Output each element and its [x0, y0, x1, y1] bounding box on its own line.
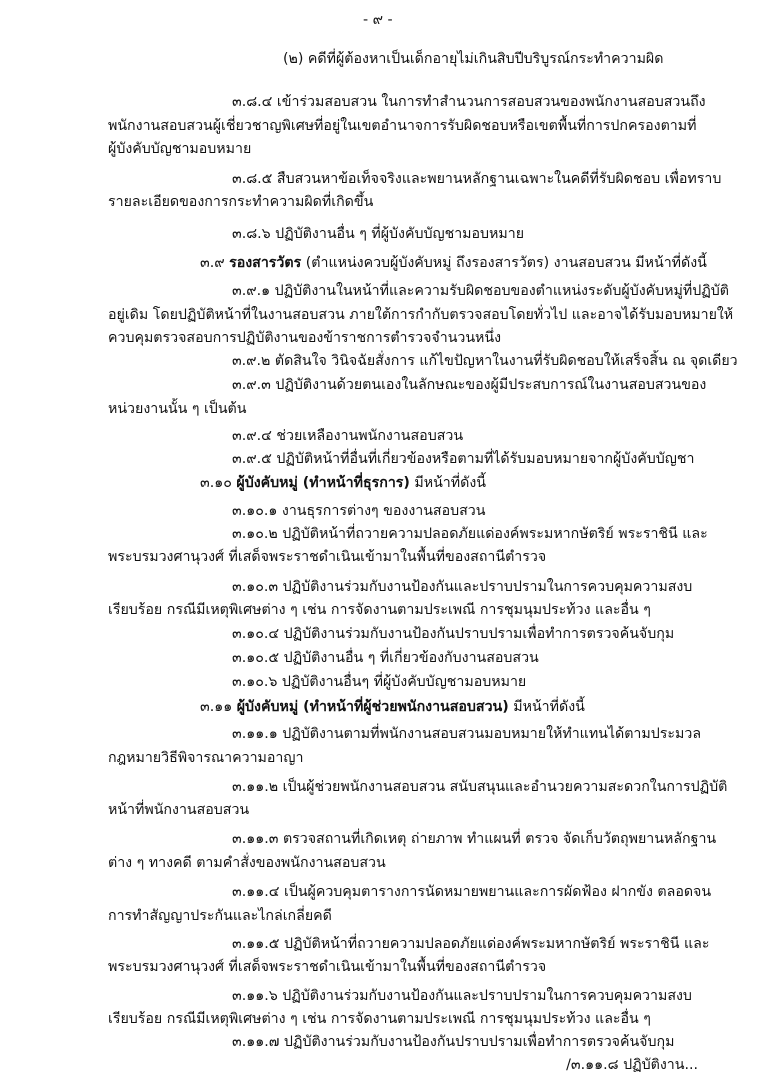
- text-line: ๓.๙.๕ ปฏิบัติหน้าที่อื่นที่เกี่ยวข้องหรือตามที่ได้รับมอบหมายจากผู้บังคับบัญชา: [232, 451, 695, 468]
- text-line: ๓.๑๑.๕ ปฏิบัติหน้าที่ถวายความปลอดภัยแด่องค์พระมหากษัตริย์ พระราชินี และ: [232, 936, 710, 953]
- text-line: ๓.๑๐.๓ ปฏิบัติงานร่วมกับงานป้องกันและปราบปรามในการควบคุมความสงบ: [232, 578, 693, 595]
- section-heading: [200, 473, 486, 493]
- text-line: ผู้บังคับบัญชามอบหมาย: [108, 141, 252, 158]
- text-line: กฎหมายวิธีพิจารณาความอาญา: [108, 749, 304, 766]
- text-line: การทำสัญญาประกันและไกล่เกลี่ยคดี: [108, 907, 332, 924]
- text-line: ๓.๑๑.๖ ปฏิบัติงานร่วมกับงานป้องกันและปราบปรามในการควบคุมความสงบ: [232, 988, 692, 1005]
- text-line: ๓.๑๐.๖ ปฏิบัติงานอื่นๆ ที่ผู้บังคับบัญชามอบหมาย: [232, 674, 527, 691]
- section-number: ๓.๑๑: [200, 699, 237, 716]
- text-line: ๓.๑๐.๕ ปฏิบัติงานอื่น ๆ ที่เกี่ยวข้องกับงานสอบสวน: [232, 650, 539, 667]
- text-line: ๓.๑๐.๔ ปฏิบัติงานร่วมกับงานป้องกันปราบปรามเพื่อทำการตรวจค้นจับกุม: [232, 626, 675, 643]
- section-title: รองสารวัตร: [229, 255, 302, 272]
- section-heading: [200, 697, 585, 717]
- text-line: ๓.๑๑.๑ ปฏิบัติงานตามที่พนักงานสอบสวนมอบหมายให้ทำแทนได้ตามประมวล: [232, 725, 702, 742]
- text-line: ๓.๘.๕ สืบสวนหาข้อเท็จจริงและพยานหลักฐานเฉพาะในคดีที่รับผิดชอบ เพื่อทราบ: [232, 170, 722, 187]
- text-line: รายละเอียดของการกระทำความผิดที่เกิดขึ้น: [108, 193, 374, 210]
- section-title-rest: มีหน้าที่ดังนี้: [508, 699, 585, 716]
- section-title: ผู้บังคับหมู่ (ทำหน้าที่ผู้ช่วยพนักงานสอบสวน): [236, 699, 509, 716]
- text-line: ๓.๙.๒ ตัดสินใจ วินิจฉัยสั่งการ แก้ไขปัญหาในงานที่รับผิดชอบให้เสร็จสิ้น ณ จุดเดียว: [232, 352, 738, 369]
- text-line: พนักงานสอบสวนผู้เชี่ยวชาญพิเศษที่อยู่ในเขตอำนาจการรับผิดชอบหรือเขตพื้นที่การปกครองตามที่: [108, 118, 697, 135]
- text-line: ๓.๙.๑ ปฏิบัติงานในหน้าที่และความรับผิดชอบของตำแหน่งระดับผู้บังคับหมู่ที่ปฏิบัติ: [232, 282, 729, 299]
- text-line: ควบคุมตรวจสอบการปฏิบัติงานของข้าราชการตำรวจจำนวนหนึ่ง: [108, 329, 502, 346]
- text-line: ๓.๑๑.๔ เป็นผู้ควบคุมตารางการนัดหมายพยานและการผัดฟ้อง ฝากขัง ตลอดจน: [232, 883, 712, 900]
- text-line: ๓.๑๐.๒ ปฏิบัติหน้าที่ถวายความปลอดภัยแด่องค์พระมหากษัตริย์ พระราชินี และ: [232, 525, 708, 542]
- text-line: ๓.๑๑.๒ เป็นผู้ช่วยพนักงานสอบสวน สนับสนุนและอำนวยความสะดวกในการปฏิบัติ: [232, 778, 728, 795]
- text-line: พระบรมวงศานุวงศ์ ที่เสด็จพระราชดำเนินเข้ามาในพื้นที่ของสถานีตำรวจ: [108, 959, 547, 976]
- text-line: ๓.๙.๓ ปฏิบัติงานด้วยตนเองในลักษณะของผู้มีประสบการณ์ในงานสอบสวนของ: [232, 376, 707, 393]
- text-line: ๓.๑๐.๑ งานธุรการต่างๆ ของงานสอบสวน: [232, 502, 486, 519]
- text-line: (๒) คดีที่ผู้ต้องหาเป็นเด็กอายุไม่เกินสิบปีบริบูรณ์กระทำความผิด: [283, 51, 664, 68]
- section-number: ๓.๑๐: [200, 475, 237, 492]
- text-line: ต่าง ๆ ทางคดี ตามคำสั่งของพนักงานสอบสวน: [108, 855, 386, 872]
- section-heading: [200, 253, 707, 273]
- text-line: ๓.๑๑.๗ ปฏิบัติงานร่วมกับงานป้องกันปราบปรามเพื่อทำการตรวจค้นจับกุม: [232, 1034, 675, 1050]
- text-line: เรียบร้อย กรณีมีเหตุพิเศษต่าง ๆ เช่น การจัดงานตามประเพณี การชุมนุมประท้วง และอื่น ๆ: [108, 1011, 651, 1028]
- continuation-marker: /๓.๑๑.๘ ปฏิบัติงาน...: [566, 1057, 698, 1073]
- section-title-rest: มีหน้าที่ดังนี้: [409, 475, 486, 492]
- text-line: ๓.๘.๖ ปฏิบัติงานอื่น ๆ ที่ผู้บังคับบัญชามอบหมาย: [232, 226, 525, 243]
- text-line: พระบรมวงศานุวงศ์ ที่เสด็จพระราชดำเนินเข้ามาในพื้นที่ของสถานีตำรวจ: [108, 548, 547, 565]
- page-number: - ๙ -: [363, 12, 393, 28]
- section-number: ๓.๙: [200, 255, 230, 272]
- text-line: ๓.๑๑.๓ ตรวจสถานที่เกิดเหตุ ถ่ายภาพ ทำแผนที่ ตรวจ จัดเก็บวัตถุพยานหลักฐาน: [232, 831, 717, 848]
- text-line: ๓.๙.๔ ช่วยเหลืองานพนักงานสอบสวน: [232, 428, 464, 445]
- text-line: ๓.๘.๔ เข้าร่วมสอบสวน ในการทำสำนวนการสอบสวนของพนักงานสอบสวนถึง: [232, 94, 706, 111]
- text-line: หน่วยงานนั้น ๆ เป็นต้น: [108, 400, 247, 417]
- text-line: หน้าที่พนักงานสอบสวน: [108, 802, 250, 819]
- text-line: เรียบร้อย กรณีมีเหตุพิเศษต่าง ๆ เช่น การจัดงานตามประเพณี การชุมนุมประท้วง และอื่น ๆ: [108, 602, 651, 619]
- text-line: อยู่เดิม โดยปฏิบัติหน้าที่ในงานสอบสวน ภายใต้การกำกับตรวจสอบโดยทั่วไป และอาจได้รับมอบหมายให้: [108, 306, 734, 323]
- section-title: ผู้บังคับหมู่ (ทำหน้าที่ธุรการ): [236, 475, 410, 492]
- section-title-rest: (ตำแหน่งควบผู้บังคับหมู่ ถึงรองสารวัตร) งานสอบสวน มีหน้าที่ดังนี้: [301, 255, 707, 272]
